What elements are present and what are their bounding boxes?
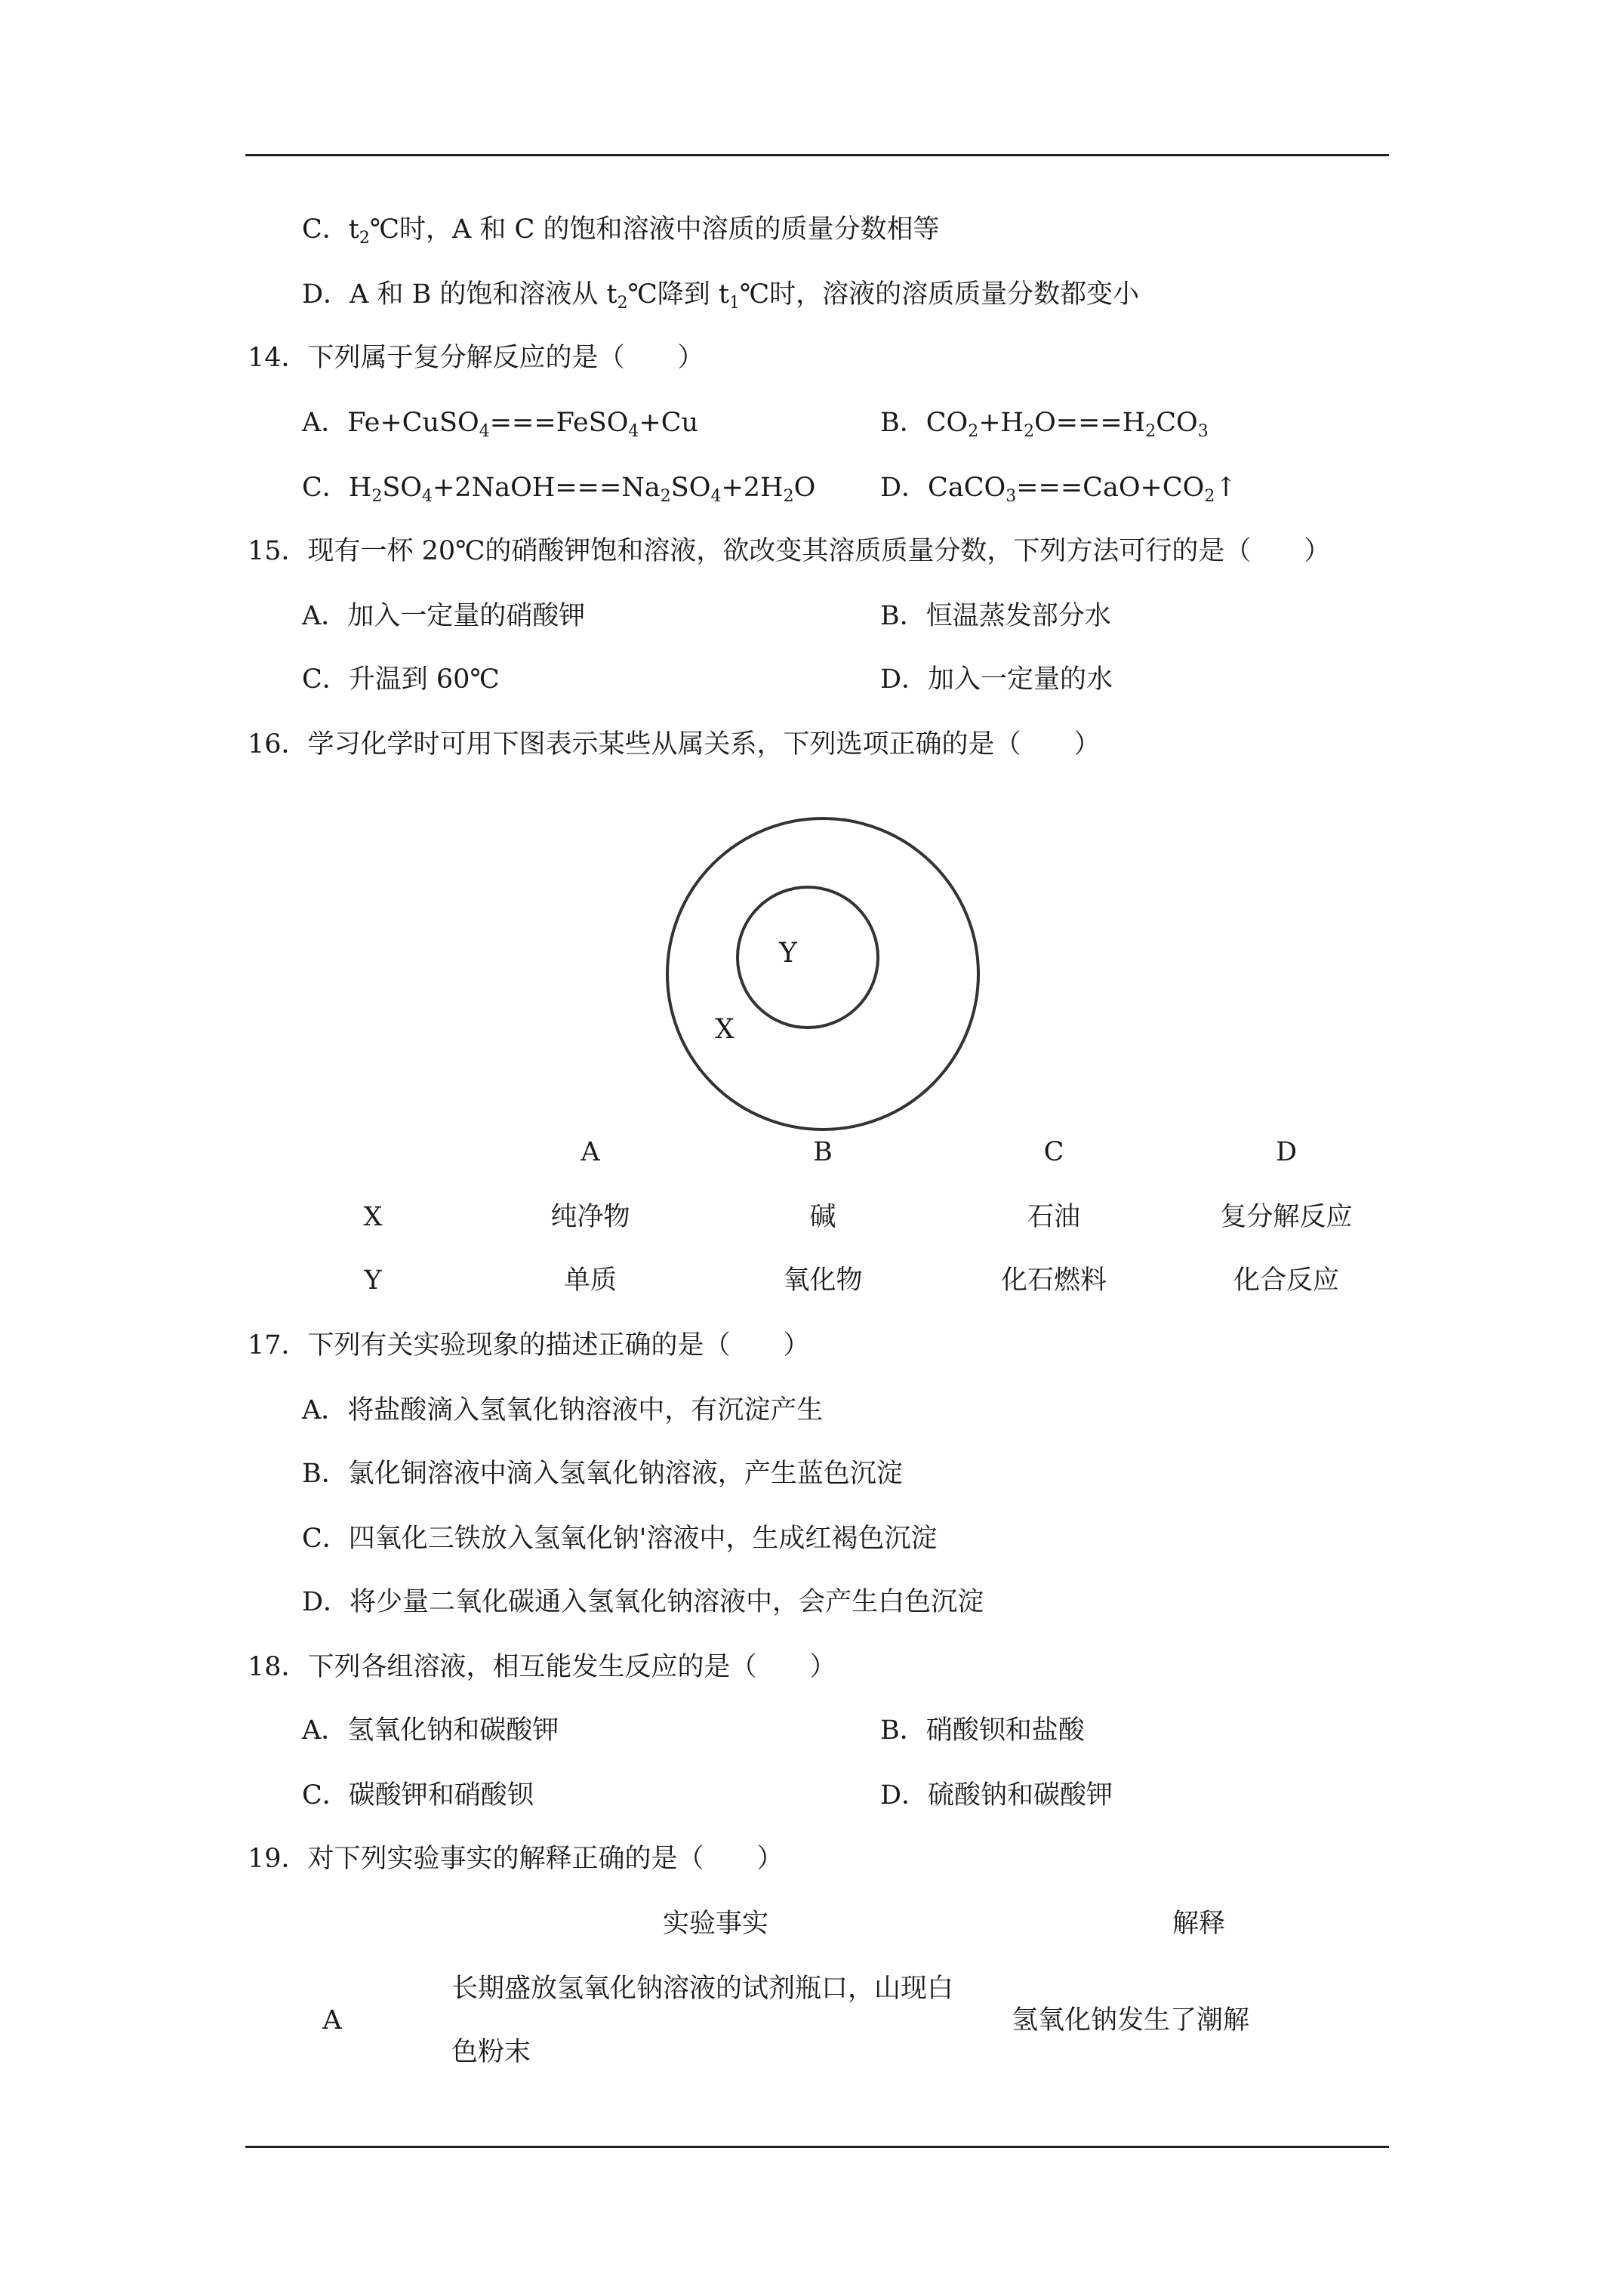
q13-option-d: D．A 和 B 的饱和溶液从 $t_2℃$降到 $t_1℃$时，溶液的溶质质量分数都变小 bbox=[302, 279, 1140, 313]
table-header: A bbox=[581, 1137, 600, 1167]
venn-diagram bbox=[645, 793, 1000, 1155]
q19-fact-line1: 长期盛放氢氧化钠溶液的试剂瓶口，山现白 bbox=[451, 1974, 954, 2004]
q19-stem: 19．对下列实验事实的解释正确的是（ ） bbox=[248, 1844, 784, 1874]
table-cell: 纯净物 bbox=[550, 1202, 630, 1232]
q19-header-explain: 解释 bbox=[1172, 1909, 1226, 1939]
table-cell: 石油 bbox=[1027, 1202, 1081, 1232]
table-cell: 单质 bbox=[563, 1265, 617, 1296]
q13-option-c: C．$t_2℃$时，A 和 C 的饱和溶液中溶质的质量分数相等 bbox=[302, 214, 940, 248]
diagram-label-x: X bbox=[715, 1014, 735, 1045]
q14-option-d: D．$CaCO_3===CaO+CO_2↑$ bbox=[880, 473, 1237, 506]
header-rule bbox=[245, 154, 1389, 156]
q17-stem: 17．下列有关实验现象的描述正确的是（ ） bbox=[248, 1330, 810, 1361]
table-cell: 化合反应 bbox=[1233, 1265, 1340, 1296]
q18-option-d: D．硫酸钠和碳酸钾 bbox=[880, 1780, 1113, 1811]
q17-option-a: A．将盐酸滴入氢氧化钠溶液中，有沉淀产生 bbox=[302, 1395, 824, 1425]
table-header: D bbox=[1275, 1137, 1298, 1167]
q17-option-d: D．将少量二氧化碳通入氢氧化钠溶液中，会产生白色沉淀 bbox=[302, 1587, 984, 1617]
q14-option-b: B．$CO_2+H_2O===H_2CO_3$ bbox=[880, 408, 1209, 441]
outer-circle bbox=[667, 818, 978, 1130]
table-cell: 化石燃料 bbox=[1000, 1265, 1107, 1296]
q19-row-label: A bbox=[322, 2005, 342, 2036]
table-cell: 碱 bbox=[809, 1202, 836, 1232]
table-header: C bbox=[1043, 1137, 1064, 1167]
q18-option-b: B．硝酸钡和盐酸 bbox=[880, 1715, 1085, 1746]
table-cell: 复分解反应 bbox=[1220, 1202, 1353, 1232]
q15-stem: 15．现有一杯 20℃的硝酸钾饱和溶液，欲改变其溶质质量分数，下列方法可行的是（ ） bbox=[248, 536, 1331, 566]
inner-circle bbox=[738, 887, 878, 1028]
q17-option-b: B．氯化铜溶液中滴入氢氧化钠溶液，产生蓝色沉淀 bbox=[302, 1459, 903, 1489]
diagram-label-y: Y bbox=[779, 938, 797, 969]
row-label: Y bbox=[364, 1265, 382, 1296]
q17-option-c: C．四氧化三铁放入氢氧化钠'溶液中，生成红褐色沉淀 bbox=[302, 1524, 938, 1554]
q14-option-c: C．$H_2SO_4+2NaOH===Na_2SO_4+2H_2O$ bbox=[302, 473, 816, 506]
table-header: B bbox=[813, 1137, 833, 1167]
q16-stem: 16．学习化学时可用下图表示某些从属关系，下列选项正确的是（ ） bbox=[248, 729, 1101, 760]
q19-fact-line2: 色粉末 bbox=[451, 2037, 531, 2067]
q18-option-c: C．碳酸钾和硝酸钡 bbox=[302, 1780, 534, 1811]
q18-option-a: A．氢氧化钠和碳酸钾 bbox=[302, 1715, 559, 1746]
q15-option-d: D．加入一定量的水 bbox=[880, 664, 1113, 695]
q15-option-a: A．加入一定量的硝酸钾 bbox=[302, 601, 586, 631]
table-cell: 氧化物 bbox=[783, 1265, 863, 1296]
q15-option-b: B．恒温蒸发部分水 bbox=[880, 601, 1111, 631]
q19-header-fact: 实验事实 bbox=[662, 1909, 769, 1939]
footer-rule bbox=[245, 2146, 1389, 2148]
q18-stem: 18．下列各组溶液，相互能发生反应的是（ ） bbox=[248, 1652, 836, 1682]
row-label: X bbox=[363, 1202, 383, 1232]
q15-option-c: C．升温到 60℃ bbox=[302, 664, 500, 695]
q14-stem: 14．下列属于复分解反应的是（ ） bbox=[248, 343, 704, 373]
q14-option-a: A．Fe+CuSO$_4$===FeSO$_4$+Cu bbox=[302, 408, 699, 441]
q19-explain-cell: 氢氧化钠发生了潮解 bbox=[1012, 2005, 1250, 2036]
